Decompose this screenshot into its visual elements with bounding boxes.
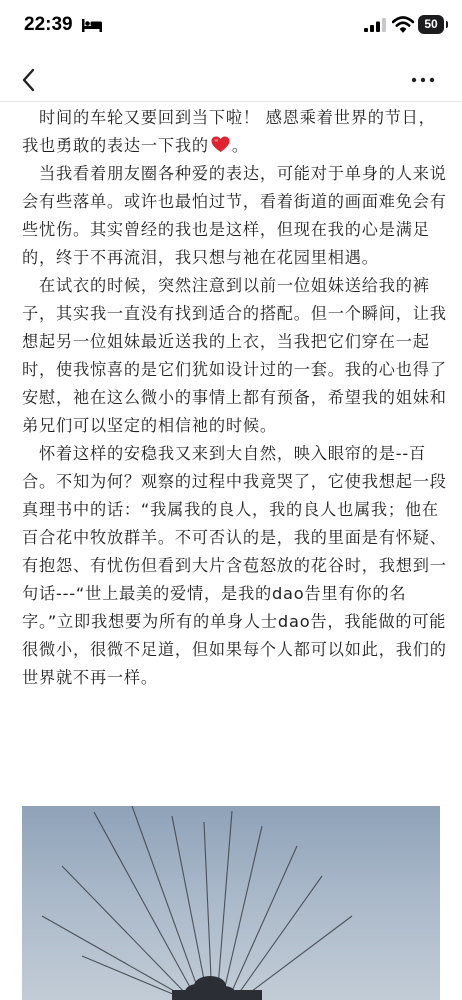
status-bar (0, 0, 462, 56)
paragraph-1 (22, 104, 450, 160)
signal-icon (364, 18, 386, 32)
article-photo[interactable] (22, 806, 440, 1000)
paragraph-1-end: 。 (231, 136, 249, 155)
chevron-left-icon[interactable] (14, 62, 46, 98)
status-time: 22:39 (24, 14, 73, 35)
nav-bar (0, 58, 462, 102)
paragraph-1-text: 时间的车轮又要回到当下啦！ 感恩乘着世界的节日，我也勇敢的表达一下我的 (22, 108, 436, 155)
battery-icon: 50 (418, 15, 444, 34)
heart-icon (211, 136, 230, 153)
ellipsis-icon[interactable] (408, 70, 438, 90)
paragraph-4: 怀着这样的安稳我又来到大自然，映入眼帘的是--百合。不知为何？观察的过程中我竟哭了，它使我想起一段真理书中的话：“我属我的良人，我的良人也属我；他在百合花中牧放群羊。不可否认的是，我的里面是有怀疑、有抱怨、有忧伤但看到大片含苞怒放的花谷时，我想到一句话---“世上最美的爱情，是我的dao告里有你的名字。”立即我想要为所有的单身人士dao告，我能做的可能很微小，很微不足道，但如果每个人都可以如此，我们的世界就不再一样。 (22, 444, 447, 687)
article-body (22, 104, 450, 692)
wheat-ear-image (22, 806, 440, 1000)
bed-icon (82, 19, 102, 32)
nav-divider (0, 101, 462, 102)
wifi-icon (392, 16, 414, 33)
paragraph-2: 当我看着朋友圈各种爱的表达，可能对于单身的人来说会有些落单。或许也最怕过节，看着街道的画面难免会有些忧伤。其实曾经的我也是这样，但现在我的心是满足的，终于不再流泪，我只想与祂在花园里相遇。 (22, 164, 447, 267)
paragraph-3: 在试衣的时候，突然注意到以前一位姐妹送给我的裤子，其实我一直没有找到适合的搭配。但一个瞬间，让我想起另一位姐妹最近送我的上衣，当我把它们穿在一起时，使我惊喜的是它们犹如设计过的一套。我的心也得了安慰，祂在这么微小的事情上都有预备，希望我的姐妹和弟兄们可以坚定的相信祂的时候。 (22, 276, 447, 435)
